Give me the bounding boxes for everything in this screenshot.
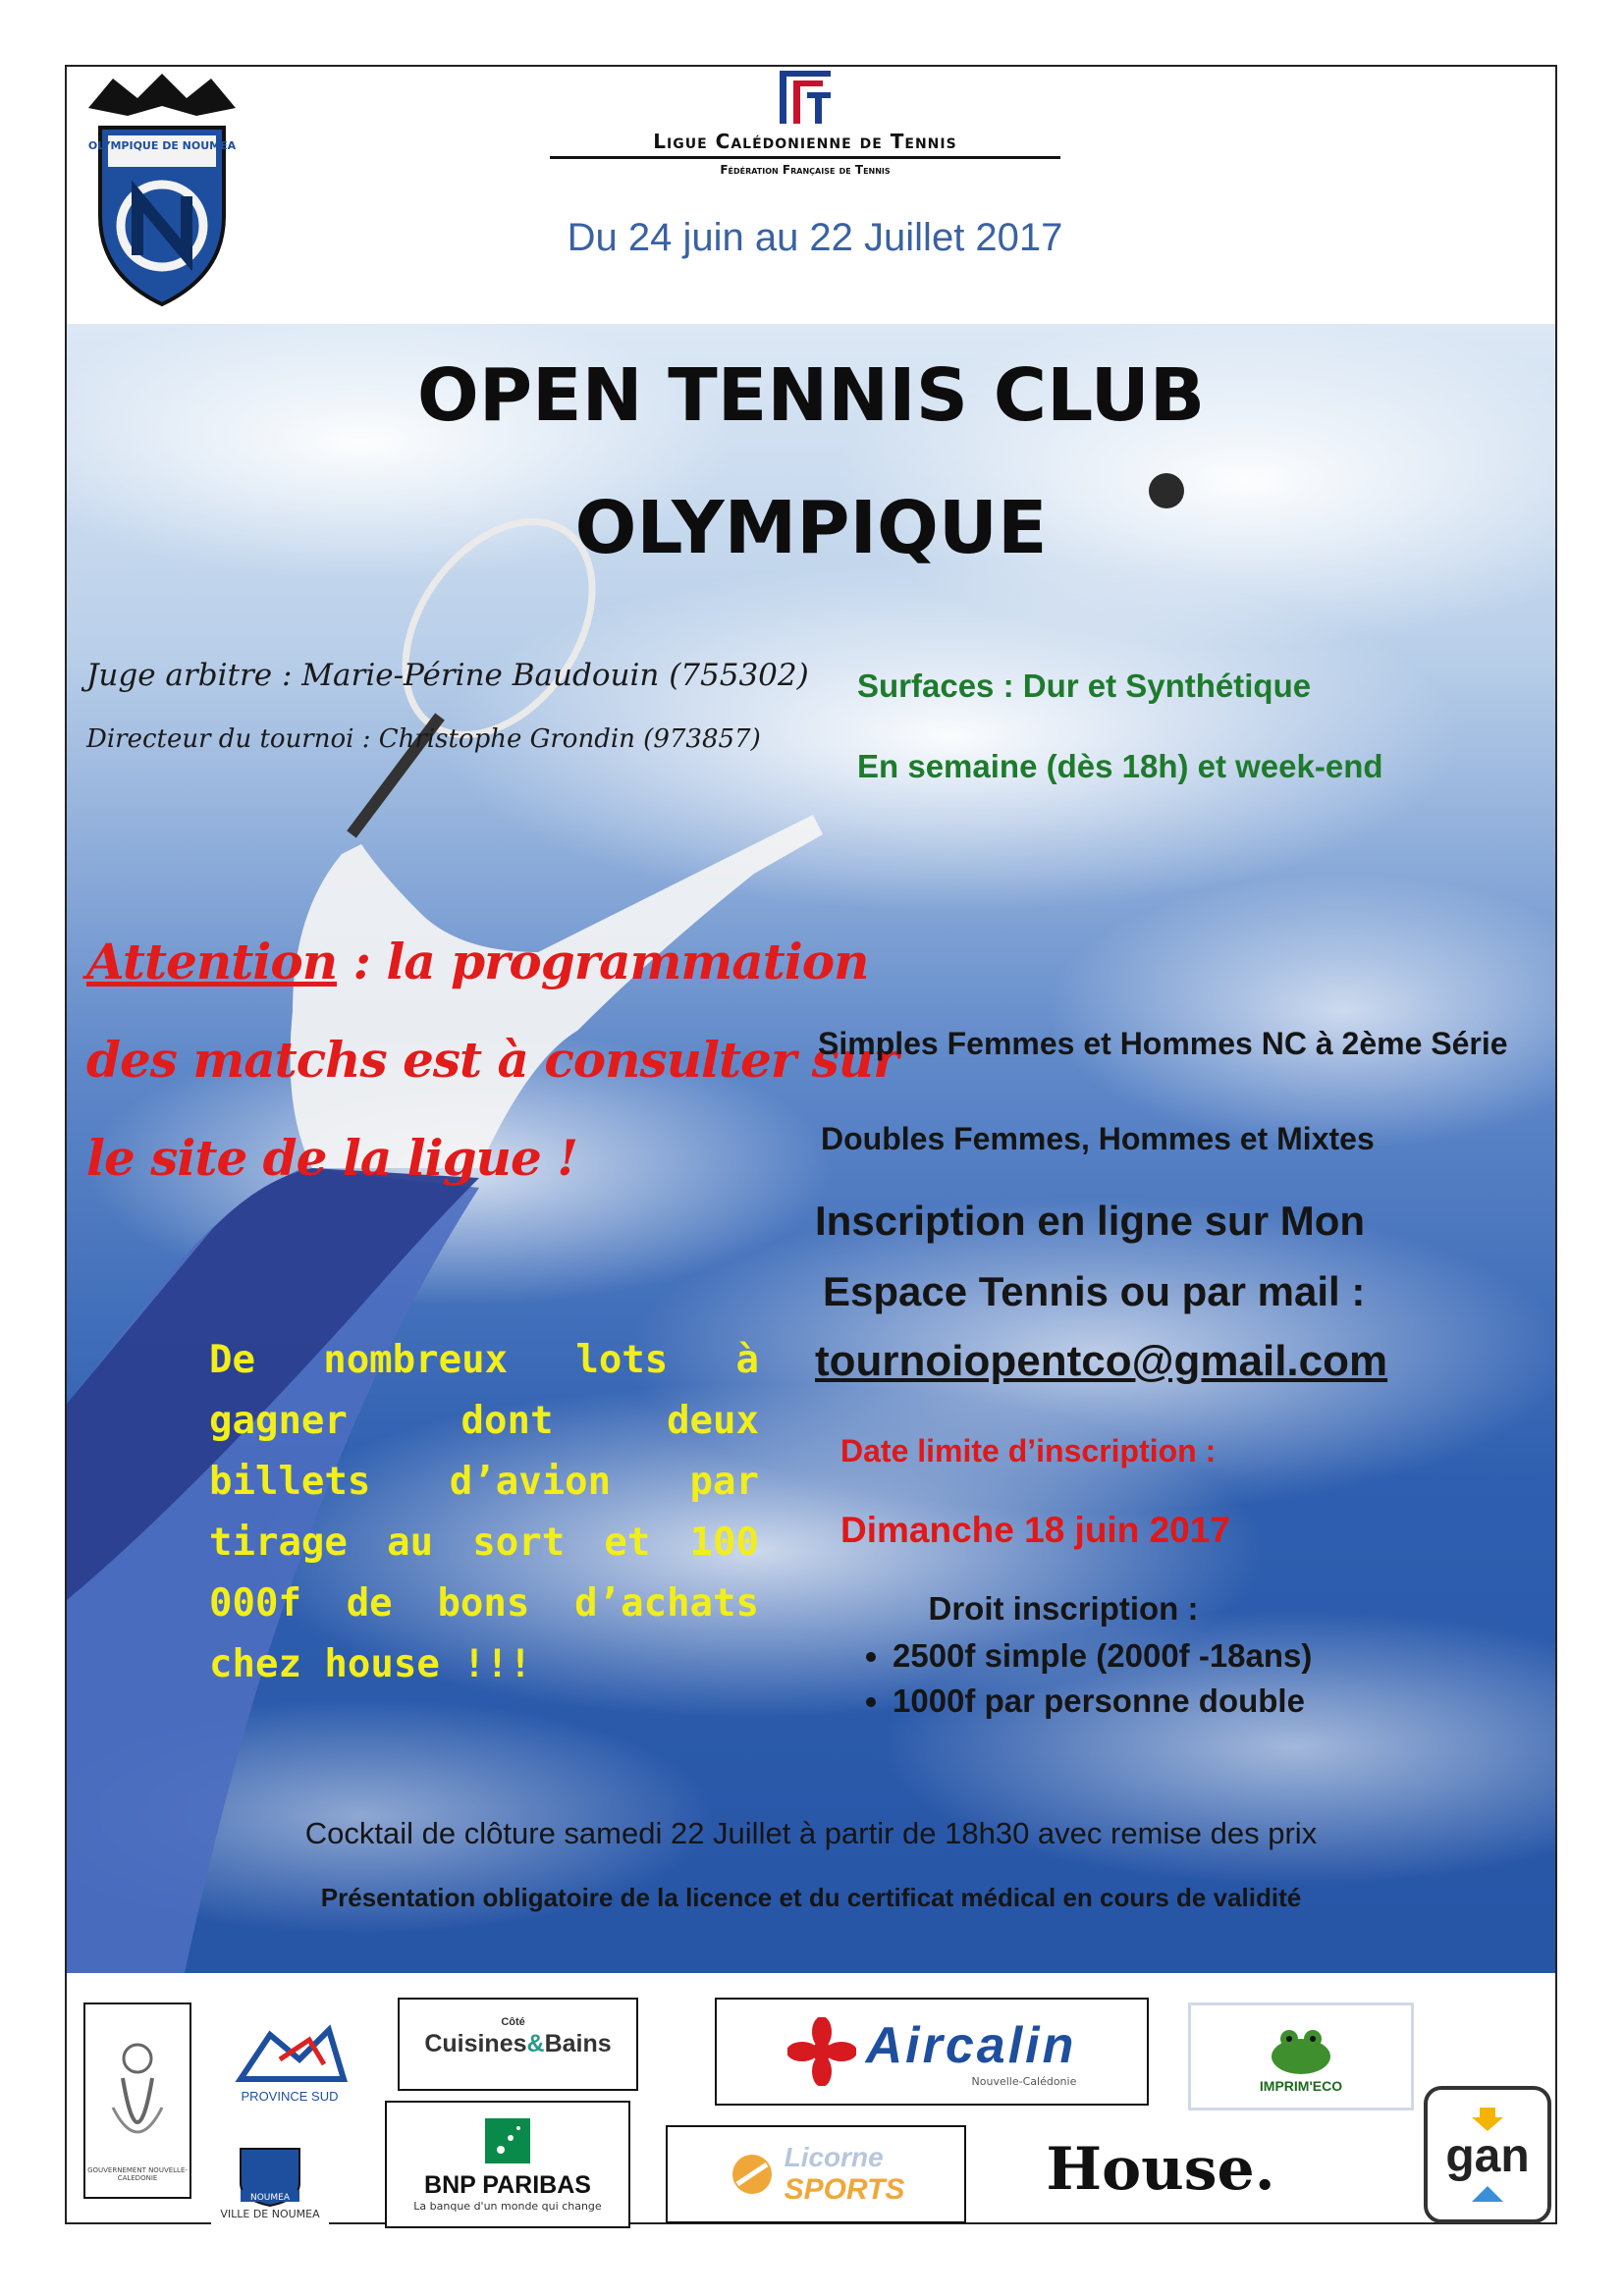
schedule: En semaine (dès 18h) et week-end [857,748,1383,784]
province-label: PROVINCE SUD [241,2088,339,2104]
sponsor-ville-noumea [211,2130,329,2228]
aircalin-label: Aircalin [865,2016,1077,2074]
sponsor-gan [1424,2086,1551,2223]
poster-main-panel [67,324,1555,1973]
surfaces: Surfaces : Dur et Synthétique [857,667,1312,704]
deadline-date: Dimanche 18 juin 2017 [840,1510,1230,1550]
sponsor-gouvernement [83,2002,191,2199]
prizes-text: De nombreux lots à gagner dont deux billets d’avion par tirage au sort et 100 000f de bons d’achats chez house !!! [209,1338,759,1686]
league-name: Ligue Calédonienne de Tennis [653,130,957,153]
attention-line-1 [86,933,869,990]
gan-arrow-down-icon [1468,2108,1507,2131]
government-label: GOUVERNEMENT NOUVELLE-CALEDONIE [87,2166,188,2182]
title-line-1: OPEN TENNIS CLUB [416,353,1206,438]
sponsor-bnp-paribas [385,2101,630,2228]
imprimeco-label: IMPRIM'ECO [1259,2078,1343,2094]
noumea-crest-label: NOUMEA [249,2192,291,2203]
doubles-events: Doubles Femmes, Hommes et Mixtes [821,1121,1375,1156]
registration-fees [838,1590,1387,1724]
olympique-noumea-logo [79,69,245,309]
frog-mascot-icon [1262,2019,1340,2078]
sponsor-imprimeco [1188,2002,1414,2110]
attention-line-2: des matchs est à consulter sur [86,1031,898,1089]
cuisines-label: Cuisines [424,2030,527,2057]
league-header [550,69,1060,177]
gan-label: gan [1445,2130,1530,2182]
sponsor-licorne-sports [666,2125,966,2223]
house-label: House. [1046,2135,1275,2204]
province-sud-logo-icon [231,2020,349,2089]
cuisines-small-label: Côté [501,2016,525,2028]
registration-line-2: Espace Tennis ou par mail : [823,1268,1366,1314]
closing-cocktail: Cocktail de clôture samedi 22 Juillet à partir de 18h30 avec remise des prix [304,1816,1318,1850]
tournament-director: Directeur du tournoi : Christophe Grondin (973857) [86,724,761,754]
federation-name: Fédération Française de Tennis [720,163,891,177]
hibiscus-icon [787,2017,856,2086]
bnp-label: BNP PARIBAS [424,2171,591,2199]
attention-word: Attention [86,933,338,990]
ville-label: VILLE DE NOUMEA [220,2207,320,2220]
bnp-stars-icon [483,2116,532,2165]
title-line-2: OLYMPIQUE [574,486,1048,570]
fees-title: Droit inscription : [928,1590,1199,1627]
tournament-dates: Du 24 juin au 22 Juillet 2017 [567,216,1063,259]
league-divider [550,156,1060,159]
singles-events: Simples Femmes et Hommes NC à 2ème Série [818,1026,1508,1061]
club-logo-text: OLYMPIQUE DE NOUMEA [87,139,237,152]
bains-label: Bains [544,2030,612,2057]
licorne-label: Licorne [784,2142,884,2172]
registration-line-1: Inscription en ligne sur Mon [815,1198,1366,1244]
fees-list [838,1633,1387,1724]
sponsor-province-sud [216,2007,363,2115]
fft-logo [774,69,837,126]
noumea-crest-icon [226,2139,314,2208]
attention-rest: : la programmation [337,933,869,990]
attention-line-3: le site de la ligue ! [86,1129,578,1187]
government-emblem-icon [103,2019,172,2166]
referee: Juge arbitre : Marie-Périne Baudouin (755302) [86,658,809,693]
licorne-sports-label: SPORTS [784,2173,905,2206]
licorne-emblem-icon [728,2150,777,2199]
fee-item-simple: • 2500f simple (2000f -18ans) [893,1633,1387,1679]
registration-email-link[interactable]: tournoiopentco@gmail.com [815,1337,1388,1385]
gan-arrow-up-icon [1468,2182,1507,2202]
bnp-tagline: La banque d'un monde qui change [413,2200,602,2213]
sponsor-cuisines-bains: Côté Cuisines&Bains [398,1998,638,2091]
licence-notice: Présentation obligatoire de la licence et du certificat médical en cours de validité [320,1883,1302,1912]
aircalin-sub: Nouvelle-Calédonie [971,2074,1077,2088]
deadline-label: Date limite d’inscription : [840,1433,1217,1468]
sponsor-aircalin [715,1998,1149,2106]
fee-item-double: • 1000f par personne double [893,1679,1387,1724]
sponsor-house [1003,2120,1318,2218]
